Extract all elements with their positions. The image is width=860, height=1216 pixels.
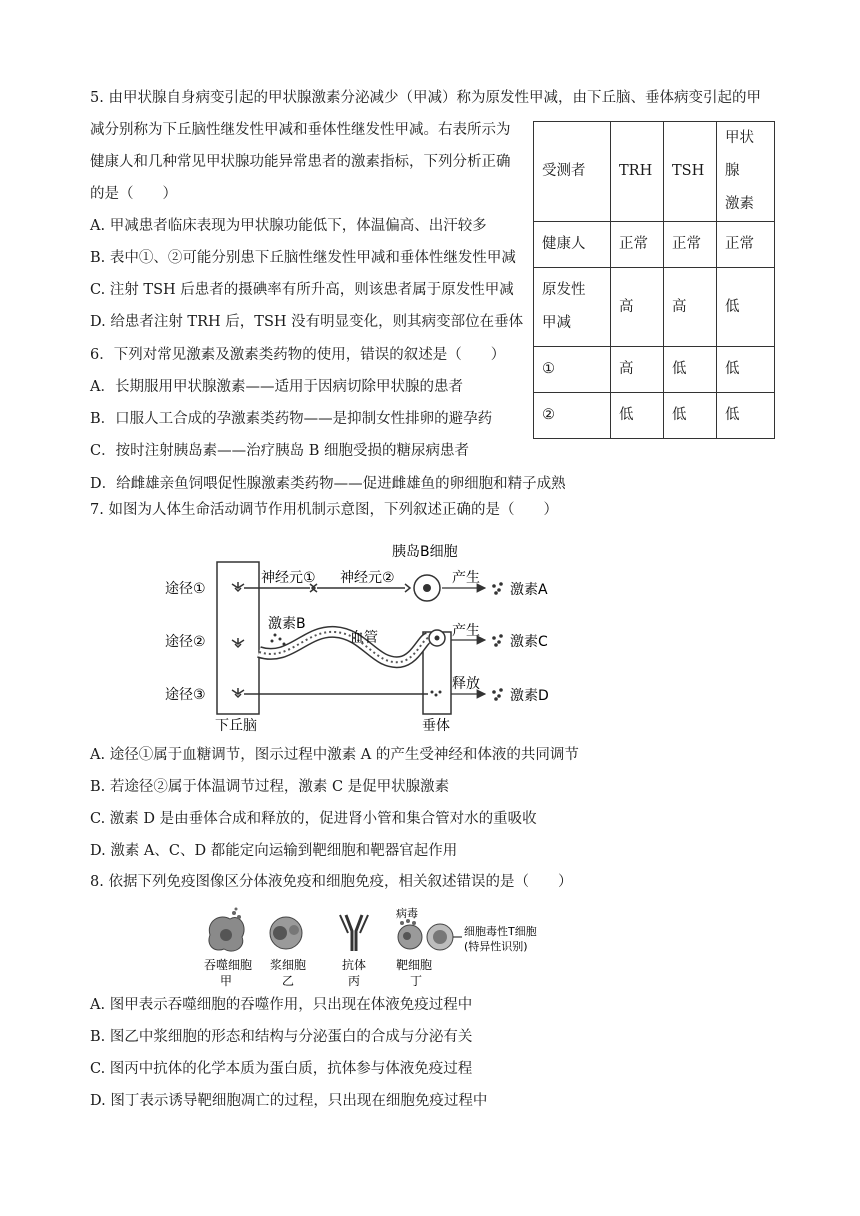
q7-option-a: A. 途径①属于血糖调节，图示过程中激素 A 的产生受神经和体液的共同调节 xyxy=(90,747,579,763)
islet-b-cell-label: 胰岛B细胞 xyxy=(392,544,458,560)
q5-stem-line-4: 的是（ ） xyxy=(90,186,177,202)
q5-stem-line-2: 减分别称为下丘脑性继发性甲减和垂体性继发性甲减。右表所示为 xyxy=(90,122,511,138)
q7-option-c: C. 激素 D 是由垂体合成和释放的，促进肾小管和集合管对水的重吸收 xyxy=(90,811,537,827)
regulation-diagram xyxy=(160,540,610,735)
q7-option-b: B. 若途径②属于体温调节过程，激素 C 是促甲状腺激素 xyxy=(90,779,450,795)
cytotoxic-t-cell-icon xyxy=(427,924,453,950)
cell: 低 xyxy=(717,268,775,347)
q8-stem: 8. 依据下列免疫图像区分体液免疫和细胞免疫，相关叙述错误的是（ ） xyxy=(90,874,573,890)
cell: 低 xyxy=(664,393,717,439)
q8-option-c: C. 图丙中抗体的化学本质为蛋白质，抗体参与体液免疫过程 xyxy=(90,1061,473,1077)
q5-option-a: A. 甲减患者临床表现为甲状腺功能低下，体温偏高、出汗较多 xyxy=(90,218,487,234)
hormone-b-label: 激素B xyxy=(268,616,306,632)
q7-stem: 7. 如图为人体生命活动调节作用机制示意图，下列叙述正确的是（ ） xyxy=(90,502,558,518)
cell-line-1: 原发性 xyxy=(542,282,586,298)
neuron-1-label: 神经元① xyxy=(261,570,316,586)
hormone-table xyxy=(533,121,775,439)
q7-option-d: D. 激素 A、C、D 都能定向运输到靶细胞和靶器官起作用 xyxy=(90,843,458,859)
produce-label-1: 产生 xyxy=(452,570,480,586)
hormone-c-label: 激素C xyxy=(510,634,548,650)
cell: 正常 xyxy=(611,222,664,268)
phagocyte-icon xyxy=(209,908,244,952)
label-jia: 甲 xyxy=(220,974,233,988)
cell: 低 xyxy=(611,393,664,439)
q5-stem-line-3: 健康人和几种常见甲状腺功能异常患者的激素指标，下列分析正确 xyxy=(90,154,511,170)
cell: 高 xyxy=(611,268,664,347)
blood-vessel-label: 血管 xyxy=(350,630,378,646)
table-row xyxy=(534,393,775,439)
cell: 高 xyxy=(611,347,664,393)
header-thyroid-line-2: 激素 xyxy=(725,196,754,212)
route-1-label: 途径① xyxy=(165,581,206,597)
table-row xyxy=(534,347,775,393)
antibody-label: 抗体 xyxy=(342,958,367,972)
q6-option-b: B．口服人工合成的孕激素类药物——是抑制女性排卵的避孕药 xyxy=(90,411,493,427)
cell: 低 xyxy=(717,347,775,393)
cell: ① xyxy=(534,347,611,393)
neuron-2-label: 神经元② xyxy=(340,570,395,586)
q5-option-d: D. 给患者注射 TRH 后，TSH 没有明显变化，则其病变部位在垂体 xyxy=(90,314,524,330)
t-cell-note: (特异性识别) xyxy=(464,940,528,953)
cell: 低 xyxy=(717,393,775,439)
q5-stem-line-1: 5. 由甲状腺自身病变引起的甲状腺激素分泌减少（甲减）称为原发性甲减，由下丘脑、垂体病变引起的甲 xyxy=(90,90,761,106)
label-ding: 丁 xyxy=(410,974,423,988)
cell: 正常 xyxy=(664,222,717,268)
target-cell-label: 靶细胞 xyxy=(396,958,433,972)
header-tsh: TSH xyxy=(664,122,717,222)
cell: 正常 xyxy=(717,222,775,268)
header-subject: 受测者 xyxy=(534,122,611,222)
table-row xyxy=(534,268,775,347)
virus-label: 病毒 xyxy=(396,907,418,920)
q8-option-b: B. 图乙中浆细胞的形态和结构与分泌蛋白的合成与分泌有关 xyxy=(90,1029,473,1045)
route-3-label: 途径③ xyxy=(165,687,206,703)
plasma-cell-icon xyxy=(270,917,302,949)
cell xyxy=(534,268,611,347)
header-thyroid-line-1: 甲状腺 xyxy=(725,130,754,179)
plasma-cell-label: 浆细胞 xyxy=(270,958,307,972)
route-2-label: 途径② xyxy=(165,634,206,650)
table-row xyxy=(534,222,775,268)
pituitary-label: 垂体 xyxy=(422,718,450,734)
antibody-icon xyxy=(340,915,368,951)
cell-line-2: 甲减 xyxy=(542,315,571,331)
header-thyroid-hormone xyxy=(717,122,775,222)
q8-option-d: D. 图丁表示诱导靶细胞凋亡的过程，只出现在细胞免疫过程中 xyxy=(90,1093,488,1109)
cell: 低 xyxy=(664,347,717,393)
q6-option-c: C．按时注射胰岛素——治疗胰岛 B 细胞受损的糖尿病患者 xyxy=(90,443,469,459)
cell: ② xyxy=(534,393,611,439)
q5-option-b: B. 表中①、②可能分别患下丘脑性继发性甲减和垂体性继发性甲减 xyxy=(90,250,516,266)
hypothalamus-label: 下丘脑 xyxy=(215,718,257,734)
release-label: 释放 xyxy=(452,676,480,692)
hormone-a-label: 激素A xyxy=(510,582,548,598)
q8-option-a: A. 图甲表示吞噬细胞的吞噬作用，只出现在体液免疫过程中 xyxy=(90,997,473,1013)
q6-option-d: D．给雌雄亲鱼饲喂促性腺激素类药物——促进雌雄鱼的卵细胞和精子成熟 xyxy=(90,476,566,492)
table-header-row xyxy=(534,122,775,222)
immune-diagram xyxy=(200,905,570,990)
phagocyte-label: 吞噬细胞 xyxy=(204,958,253,972)
produce-label-2: 产生 xyxy=(452,623,480,639)
header-trh: TRH xyxy=(611,122,664,222)
label-bing: 丙 xyxy=(348,974,361,988)
cell: 高 xyxy=(664,268,717,347)
label-yi: 乙 xyxy=(282,974,295,988)
q6-stem: 6．下列对常见激素及激素类药物的使用，错误的叙述是（ ） xyxy=(90,347,506,363)
target-cell-icon xyxy=(398,919,422,949)
hormone-d-label: 激素D xyxy=(510,688,549,704)
q6-option-a: A．长期服用甲状腺激素——适用于因病切除甲状腺的患者 xyxy=(90,379,463,395)
cell: 健康人 xyxy=(534,222,611,268)
q5-option-c: C. 注射 TSH 后患者的摄碘率有所升高，则该患者属于原发性甲减 xyxy=(90,282,514,298)
t-cell-label: 细胞毒性T细胞 xyxy=(464,925,537,938)
